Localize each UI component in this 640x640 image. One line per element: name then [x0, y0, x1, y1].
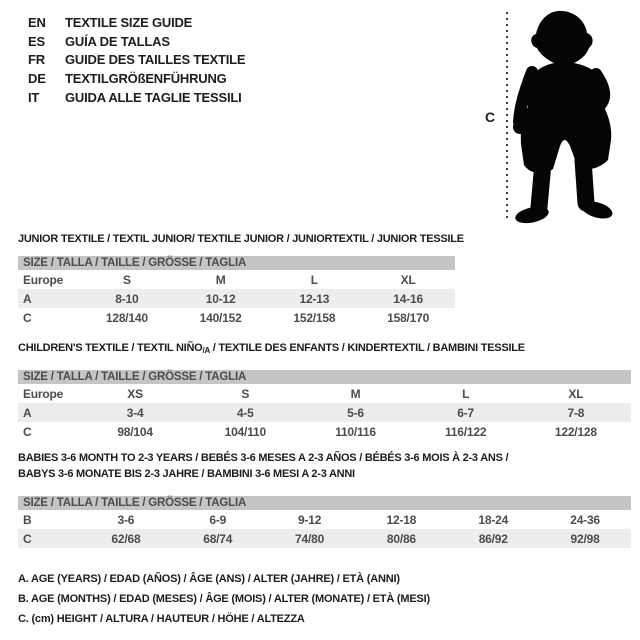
language-code: FR [28, 52, 45, 68]
table-cell: XS [127, 386, 143, 401]
table-cell: XL [568, 386, 584, 401]
table-header-row [18, 496, 631, 510]
row-label: A [18, 403, 80, 422]
section-title-text: CHILDREN'S TEXTILE / TEXTIL NIÑO [18, 342, 203, 354]
table-row [18, 529, 631, 548]
table-header: SIZE / TALLA / TAILLE / GRÖSSE / TAGLIA [18, 256, 455, 270]
section-title-line2: BABYS 3-6 MONATE BIS 2-3 JAHRE / BAMBINI 3-6 MESI A 2-3 ANNI [18, 467, 355, 480]
table-cell: 12-13 [268, 289, 362, 308]
table-cell: 3-6 [117, 512, 135, 527]
table-cell: 116/122 [444, 424, 487, 439]
table-header-row [18, 256, 455, 270]
table-cell: 92/98 [539, 529, 631, 548]
table-cell: XL [400, 272, 416, 287]
table-cell: 6-9 [209, 512, 227, 527]
table-cell: 80/86 [355, 529, 447, 548]
table-cell: 128/140 [105, 310, 148, 325]
baby-silhouette-image [506, 8, 618, 230]
table-cell: 5-6 [300, 403, 410, 422]
table-header-row [18, 370, 631, 384]
table-row [18, 510, 631, 529]
language-label: TEXTILGRÖßENFÜHRUNG [65, 70, 227, 86]
table-body [18, 270, 455, 327]
section-title-subscript: /A [202, 346, 210, 355]
section-title-children [18, 342, 525, 355]
language-label: GUIDA ALLE TAGLIE TESSILI [65, 89, 242, 105]
table-cell: 14-16 [361, 289, 455, 308]
table-header: SIZE / TALLA / TAILLE / GRÖSSE / TAGLIA [18, 496, 631, 510]
row-label: C [23, 424, 32, 439]
language-row-en [28, 13, 245, 32]
table-cell: 9-12 [297, 512, 322, 527]
table-cell: 152/158 [293, 310, 336, 325]
footnote-c: C. (cm) HEIGHT / ALTURA / HAUTEUR / HÖHE / ALTEZZA [18, 612, 305, 625]
children-size-table [18, 370, 631, 441]
table-row [18, 308, 455, 327]
section-title-text: / TEXTILE DES ENFANTS / KINDERTEXTIL / BAMBINI TESSILE [209, 342, 525, 354]
table-cell: 68/74 [172, 529, 264, 548]
language-code: ES [28, 33, 45, 49]
table-cell: 3-4 [80, 403, 190, 422]
table-cell: 18-24 [478, 512, 509, 527]
table-body [18, 384, 631, 441]
row-label: B [23, 512, 32, 527]
table-cell: 122/128 [554, 424, 597, 439]
footnote-list [18, 570, 430, 629]
table-row [18, 384, 631, 403]
language-label: TEXTILE SIZE GUIDE [65, 14, 193, 30]
measure-label-c: C [485, 109, 496, 125]
language-row-de [28, 69, 245, 88]
row-label: Europe [23, 386, 64, 401]
table-cell: M [350, 386, 361, 401]
language-list [28, 13, 245, 106]
table-cell: 158/170 [387, 310, 430, 325]
table-cell: 110/116 [335, 424, 376, 439]
babies-size-table [18, 496, 631, 548]
junior-size-table [18, 256, 455, 327]
table-cell: 86/92 [447, 529, 539, 548]
language-row-it [28, 88, 245, 107]
row-label: C [23, 310, 32, 325]
table-cell: L [310, 272, 318, 287]
table-cell: 4-5 [190, 403, 300, 422]
table-cell: M [215, 272, 226, 287]
table-header: SIZE / TALLA / TAILLE / GRÖSSE / TAGLIA [18, 370, 631, 384]
language-code: EN [28, 14, 46, 30]
language-label: GUIDE DES TAILLES TEXTILE [65, 52, 246, 68]
language-row-fr [28, 50, 245, 69]
table-row [18, 270, 455, 289]
table-cell: 140/152 [199, 310, 242, 325]
table-cell: 24-36 [570, 512, 600, 527]
row-label: A [18, 289, 80, 308]
language-row-es [28, 32, 245, 51]
row-label: C [18, 529, 80, 548]
table-cell: 12-18 [386, 512, 417, 527]
table-row [18, 422, 631, 441]
table-cell: 98/104 [117, 424, 153, 439]
section-title-junior: JUNIOR TEXTILE / TEXTIL JUNIOR/ TEXTILE JUNIOR / JUNIORTEXTIL / JUNIOR TESSILE [18, 233, 464, 245]
section-title-line1: BABIES 3-6 MONTH TO 2-3 YEARS / BEBÉS 3-6 MESES A 2-3 AÑOS / BÉBÉS 3-6 MOIS À 2-3 ANS / [18, 452, 509, 464]
section-title-babies [18, 451, 603, 482]
footnote-b: B. AGE (MONTHS) / EDAD (MESES) / ÂGE (MOIS) / ALTER (MONATE) / ETÀ (MESI) [18, 592, 430, 605]
table-cell: 104/110 [224, 424, 266, 439]
table-cell: S [241, 386, 250, 401]
language-code: DE [28, 70, 46, 86]
table-cell: 8-10 [80, 289, 174, 308]
table-body [18, 510, 631, 548]
table-cell: 62/68 [80, 529, 172, 548]
table-row [18, 403, 631, 422]
table-cell: S [122, 272, 131, 287]
table-cell: 74/80 [264, 529, 356, 548]
language-label: GUÍA DE TALLAS [65, 33, 170, 49]
table-cell: 7-8 [521, 403, 631, 422]
table-cell: 6-7 [411, 403, 521, 422]
language-code: IT [28, 89, 40, 105]
table-cell: L [462, 386, 470, 401]
table-row [18, 289, 455, 308]
footnote-a: A. AGE (YEARS) / EDAD (AÑOS) / ÂGE (ANS) / ALTER (JAHRE) / ETÀ (ANNI) [18, 573, 400, 585]
table-cell: 10-12 [174, 289, 268, 308]
row-label: Europe [23, 272, 64, 287]
